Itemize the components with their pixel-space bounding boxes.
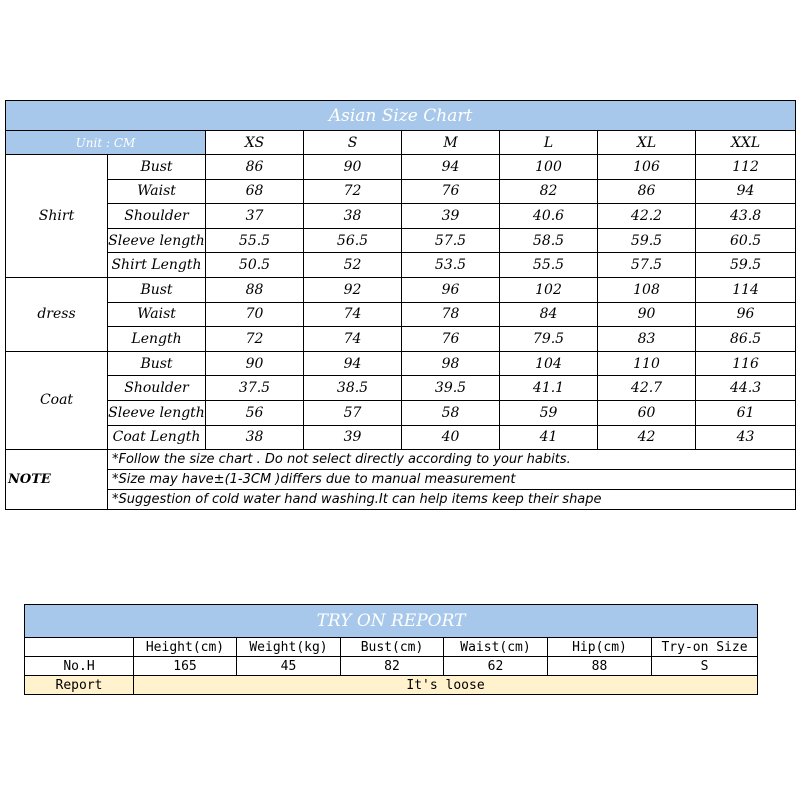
measurement-value: 79.5 (500, 327, 598, 352)
measurement-value: 74 (304, 302, 402, 327)
size-chart-table (5, 100, 796, 510)
measurement-value: 98 (402, 351, 500, 376)
measurement-value: 72 (206, 327, 304, 352)
size-header-xl: XL (598, 131, 696, 155)
try-on-report-row (25, 676, 758, 695)
measurement-row (6, 400, 796, 425)
measurement-value: 41.1 (500, 376, 598, 401)
measurement-label: Sleeve length (108, 228, 206, 253)
measurement-value: 39 (402, 204, 500, 229)
try-on-header-row (25, 638, 758, 657)
measurement-value: 53.5 (402, 253, 500, 278)
measurement-value: 106 (598, 155, 696, 180)
measurement-value: 74 (304, 327, 402, 352)
try-on-header: Try-on Size (652, 638, 758, 657)
try-on-row-label: No.H (25, 657, 134, 676)
measurement-value: 39 (304, 425, 402, 450)
unit-label: Unit : CM (6, 131, 206, 155)
measurement-row (6, 302, 796, 327)
try-on-value: 82 (341, 657, 444, 676)
measurement-value: 56.5 (304, 228, 402, 253)
measurement-label: Bust (108, 155, 206, 180)
measurement-row (6, 228, 796, 253)
measurement-value: 59.5 (696, 253, 796, 278)
try-on-value: 62 (444, 657, 548, 676)
measurement-value: 90 (206, 351, 304, 376)
measurement-label: Sleeve length (108, 400, 206, 425)
measurement-value: 76 (402, 179, 500, 204)
try-on-header: Waist(cm) (444, 638, 548, 657)
try-on-title: TRY ON REPORT (25, 605, 758, 638)
try-on-header: Hip(cm) (548, 638, 652, 657)
try-on-value: 88 (548, 657, 652, 676)
measurement-value: 59 (500, 400, 598, 425)
measurement-value: 38.5 (304, 376, 402, 401)
try-on-header: Weight(kg) (237, 638, 341, 657)
garment-group-label: dress (6, 277, 108, 351)
measurement-value: 102 (500, 277, 598, 302)
measurement-value: 37.5 (206, 376, 304, 401)
measurement-value: 82 (500, 179, 598, 204)
measurement-value: 40.6 (500, 204, 598, 229)
measurement-row (6, 425, 796, 450)
measurement-value: 59.5 (598, 228, 696, 253)
measurement-value: 52 (304, 253, 402, 278)
measurement-row (6, 179, 796, 204)
measurement-row (6, 155, 796, 180)
size-header-xxl: XXL (696, 131, 796, 155)
measurement-label: Shoulder (108, 376, 206, 401)
measurement-value: 60 (598, 400, 696, 425)
measurement-value: 83 (598, 327, 696, 352)
measurement-row (6, 253, 796, 278)
report-value: It's loose (134, 676, 758, 695)
measurement-value: 42.7 (598, 376, 696, 401)
try-on-value: S (652, 657, 758, 676)
garment-group-label: Coat (6, 351, 108, 449)
measurement-value: 70 (206, 302, 304, 327)
size-header-m: M (402, 131, 500, 155)
measurement-value: 38 (206, 425, 304, 450)
measurement-value: 90 (304, 155, 402, 180)
measurement-value: 43 (696, 425, 796, 450)
measurement-value: 68 (206, 179, 304, 204)
measurement-value: 94 (402, 155, 500, 180)
note-row (6, 490, 796, 510)
measurement-value: 96 (696, 302, 796, 327)
measurement-value: 55.5 (206, 228, 304, 253)
measurement-label: Shoulder (108, 204, 206, 229)
try-on-value-row (25, 657, 758, 676)
try-on-body (25, 605, 758, 695)
measurement-value: 42.2 (598, 204, 696, 229)
note-line: *Follow the size chart . Do not select directly according to your habits. (108, 450, 796, 470)
try-on-report-table (24, 604, 758, 695)
measurement-value: 38 (304, 204, 402, 229)
measurement-value: 50.5 (206, 253, 304, 278)
measurement-value: 56 (206, 400, 304, 425)
measurement-value: 76 (402, 327, 500, 352)
size-header-l: L (500, 131, 598, 155)
try-on-value: 165 (134, 657, 237, 676)
garment-group-label: Shirt (6, 155, 108, 278)
measurement-value: 55.5 (500, 253, 598, 278)
size-header-s: S (304, 131, 402, 155)
size-header-xs: XS (206, 131, 304, 155)
measurement-value: 78 (402, 302, 500, 327)
measurement-label: Shirt Length (108, 253, 206, 278)
note-row (6, 450, 796, 470)
measurement-value: 94 (696, 179, 796, 204)
measurement-label: Length (108, 327, 206, 352)
measurement-value: 86 (598, 179, 696, 204)
measurement-label: Waist (108, 179, 206, 204)
try-on-header-blank (25, 638, 134, 657)
measurement-value: 88 (206, 277, 304, 302)
measurement-row (6, 327, 796, 352)
measurement-row (6, 351, 796, 376)
measurement-value: 58.5 (500, 228, 598, 253)
measurement-row (6, 204, 796, 229)
measurement-value: 104 (500, 351, 598, 376)
measurement-value: 43.8 (696, 204, 796, 229)
note-label: NOTE (6, 450, 108, 510)
measurement-value: 61 (696, 400, 796, 425)
measurement-value: 72 (304, 179, 402, 204)
measurement-value: 57.5 (598, 253, 696, 278)
try-on-header: Height(cm) (134, 638, 237, 657)
try-on-header: Bust(cm) (341, 638, 444, 657)
measurement-value: 84 (500, 302, 598, 327)
measurement-value: 94 (304, 351, 402, 376)
measurement-row (6, 277, 796, 302)
measurement-value: 40 (402, 425, 500, 450)
measurement-value: 86.5 (696, 327, 796, 352)
note-line: *Suggestion of cold water hand washing.It can help items keep their shape (108, 490, 796, 510)
measurement-value: 110 (598, 351, 696, 376)
measurement-value: 58 (402, 400, 500, 425)
note-row (6, 470, 796, 490)
measurement-value: 116 (696, 351, 796, 376)
try-on-value: 45 (237, 657, 341, 676)
measurement-value: 57 (304, 400, 402, 425)
measurement-value: 96 (402, 277, 500, 302)
measurement-value: 100 (500, 155, 598, 180)
measurement-label: Waist (108, 302, 206, 327)
measurement-value: 41 (500, 425, 598, 450)
size-chart-title: Asian Size Chart (6, 101, 796, 131)
measurement-value: 42 (598, 425, 696, 450)
measurement-value: 60.5 (696, 228, 796, 253)
measurement-label: Coat Length (108, 425, 206, 450)
measurement-value: 114 (696, 277, 796, 302)
size-chart-body (6, 101, 796, 510)
measurement-row (6, 376, 796, 401)
measurement-value: 108 (598, 277, 696, 302)
measurement-value: 39.5 (402, 376, 500, 401)
measurement-value: 37 (206, 204, 304, 229)
measurement-label: Bust (108, 351, 206, 376)
size-header-row (6, 131, 796, 155)
measurement-value: 44.3 (696, 376, 796, 401)
measurement-value: 90 (598, 302, 696, 327)
report-label: Report (25, 676, 134, 695)
measurement-value: 57.5 (402, 228, 500, 253)
measurement-value: 112 (696, 155, 796, 180)
measurement-value: 92 (304, 277, 402, 302)
note-line: *Size may have±(1-3CM )differs due to manual measurement (108, 470, 796, 490)
measurement-value: 86 (206, 155, 304, 180)
measurement-label: Bust (108, 277, 206, 302)
